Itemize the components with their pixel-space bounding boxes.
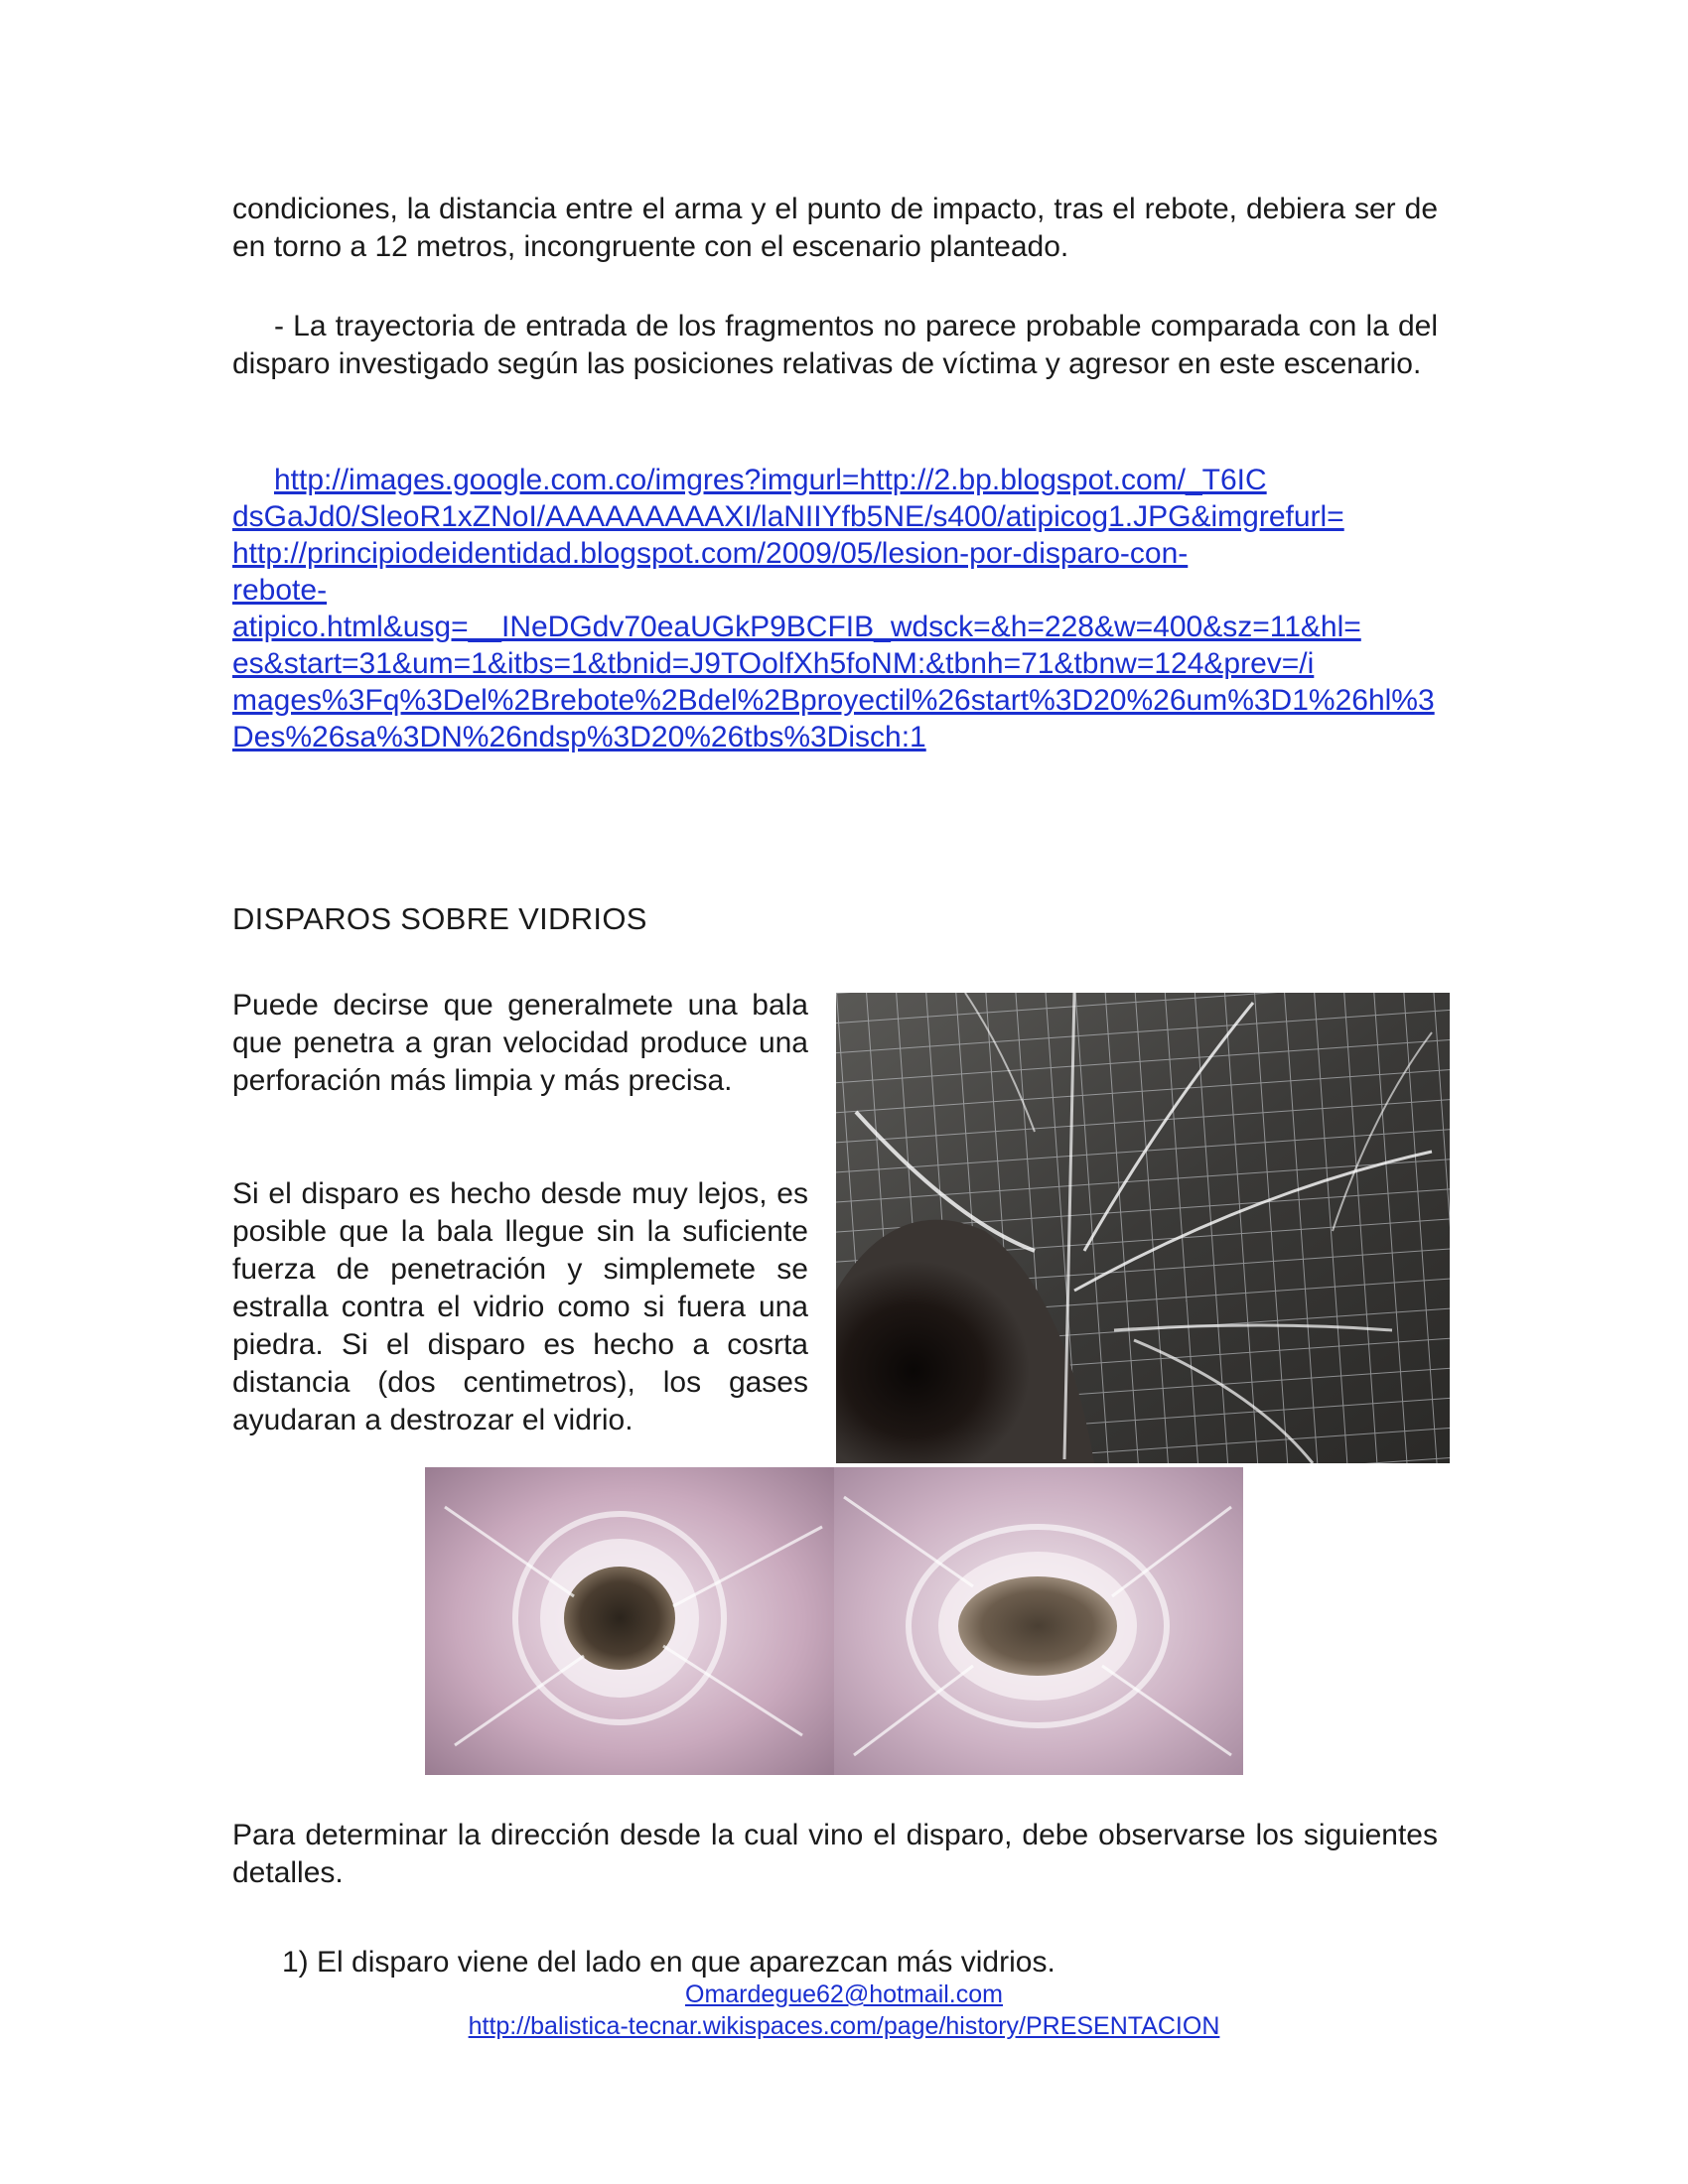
shattered-glass-photo — [836, 993, 1450, 1463]
paragraph-distance: Si el disparo es hecho desde muy lejos, es posible que la bala llegue sin la suficiente fuerza de penetración y simplemete se estralla contra el vidrio como si fuera una piedra. Si el disparo es hecho a cosrta distancia (dos centimetros), los gases ayudaran a destrozar el vidrio. — [232, 1177, 808, 1436]
reference-link-line[interactable]: http://principiodeidentidad.blogspot.com/2009/05/lesion-por-disparo-con- — [232, 537, 1189, 570]
list-item: 1) El disparo viene del lado en que aparezcan más vidrios. — [282, 1946, 1055, 1979]
reference-link-line[interactable]: es&start=31&um=1&itbs=1&tbnid=J9TOolfXh5foNM:&tbnh=71&tbnw=124&prev=/i — [232, 647, 1315, 680]
bullet-hole-photo-right — [834, 1467, 1243, 1775]
website-link[interactable]: http://balistica-tecnar.wikispaces.com/page/history/PRESENTACION — [468, 2012, 1220, 2040]
email-link[interactable]: Omardegue62@hotmail.com — [685, 1980, 1003, 2008]
paragraph-conditions: condiciones, la distancia entre el arma y el punto de impacto, tras el rebote, debiera ser de en torno a 12 metros, incongruente con el escenario planteado. — [232, 193, 1438, 263]
reference-link-line[interactable]: mages%3Fq%3Del%2Brebote%2Bdel%2Bproyectil%26start%3D20%26um%3D1%26hl%3 — [232, 684, 1435, 717]
reference-link-line[interactable]: dsGaJd0/SleoR1xZNoI/AAAAAAAAAXI/laNIIYfb5NE/s400/atipicog1.JPG&imgrefurl= — [232, 500, 1344, 533]
reference-link[interactable] — [232, 462, 1438, 755]
paragraph-direction: Para determinar la dirección desde la cual vino el disparo, debe observarse los siguientes detalles. — [232, 1819, 1438, 1889]
reference-link-line[interactable]: Des%26sa%3DN%26ndsp%3D20%26tbs%3Disch:1 — [232, 721, 926, 753]
section-heading: DISPAROS SOBRE VIDRIOS — [232, 901, 647, 936]
reference-link-line[interactable]: atipico.html&usg=__INeDGdv70eaUGkP9BCFIB_wdsck=&h=228&w=400&sz=11&hl= — [232, 611, 1361, 643]
bullet-hole-photo-left — [425, 1467, 834, 1775]
reference-link-line[interactable]: http://images.google.com.co/imgres?imgurl=http://2.bp.blogspot.com/_T6IC — [274, 464, 1267, 496]
reference-link-line[interactable]: rebote- — [232, 574, 328, 607]
footer-url[interactable] — [0, 2012, 1688, 2041]
paragraph-velocity: Puede decirse que generalmete una bala que penetra a gran velocidad produce una perforación más limpia y más precisa. — [232, 989, 808, 1097]
footer-email[interactable] — [0, 1980, 1688, 2009]
paragraph-trajectory: - La trayectoria de entrada de los fragmentos no parece probable comparada con la del disparo investigado según las posiciones relativas de víctima y agresor en este escenario. — [232, 310, 1438, 380]
